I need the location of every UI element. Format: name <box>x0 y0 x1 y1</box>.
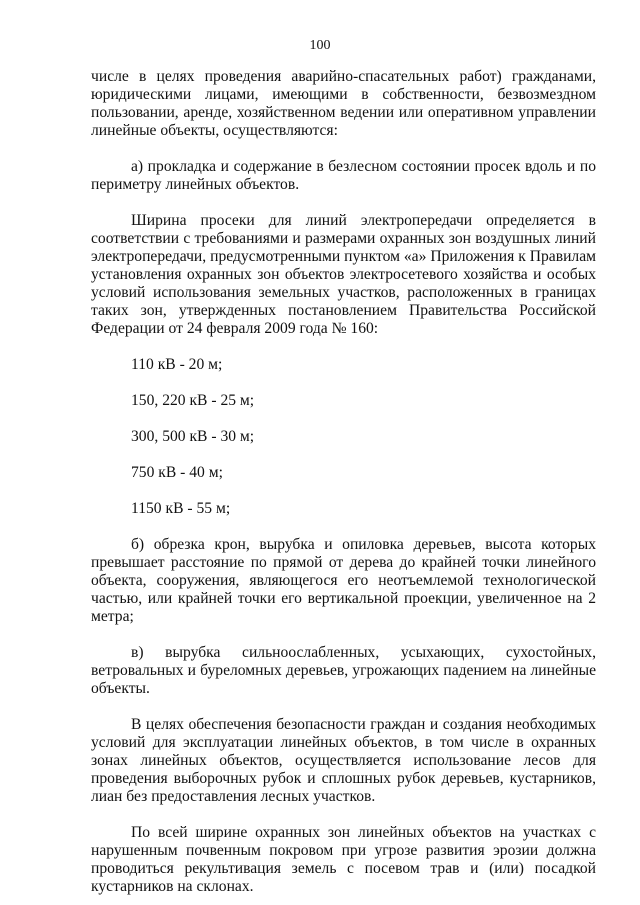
paragraph-intro: числе в целях проведения аварийно-спасательных работ) гражданами, юридическими лицами, имеющими в собственности, безвозмездном пользовании, аренде, хозяйственном ведении или оперативном управлении линейные объекты, осуществляются: <box>91 68 596 139</box>
list-item: 750 кВ - 40 м; <box>131 464 223 481</box>
list-item: 1150 кВ - 55 м; <box>131 500 231 517</box>
document-body <box>91 68 596 896</box>
voltage-width-list <box>91 356 596 518</box>
paragraph-item-a: а) прокладка и содержание в безлесном состоянии просек вдоль и по периметру линейных объектов. <box>91 158 596 193</box>
list-item: 150, 220 кВ - 25 м; <box>131 392 255 409</box>
list-item: 300, 500 кВ - 30 м; <box>131 428 255 445</box>
paragraph-clearing-width: Ширина просеки для линий электропередачи определяется в соответствии с требованиями и размерами охранных зон воздушных линий электропередачи, предусмотренными пунктом «а» Приложения к Правилам установления охранных зон объектов электросетевого хозяйства и особых условий использования земельных участков, расположенных в границах таких зон, утвержденных постановлением Правительства Российской Федерации от 24 февраля 2009 года № 160: <box>91 212 596 337</box>
paragraph-item-b: б) обрезка крон, вырубка и опиловка деревьев, высота которых превышает расстояние по прямой от дерева до крайней точки линейного объекта, сооружения, являющегося его неотъемлемой технологической частью, или крайней точки его вертикальной проекции, увеличенное на 2 метра; <box>91 536 596 625</box>
paragraph-recultivation: По всей ширине охранных зон линейных объектов на участках с нарушенным почвенным покровом при угрозе развития эрозии должна проводиться рекультивация земель с посевом трав и (или) посадкой кустарников на склонах. <box>91 824 596 895</box>
paragraph-safety: В целях обеспечения безопасности граждан и создания необходимых условий для эксплуатации линейных объектов, в том числе в охранных зонах линейных объектов, осуществляется использование лесов для проведения выборочных рубок и сплошных рубок деревьев, кустарников, лиан без предоставления лесных участков. <box>91 716 596 805</box>
list-item: 110 кВ - 20 м; <box>131 356 223 373</box>
paragraph-item-v: в) вырубка сильноослабленных, усыхающих, сухостойных, ветровальных и буреломных деревьев, угрожающих падением на линейные объекты. <box>91 644 596 697</box>
page-number: 100 <box>309 38 331 53</box>
